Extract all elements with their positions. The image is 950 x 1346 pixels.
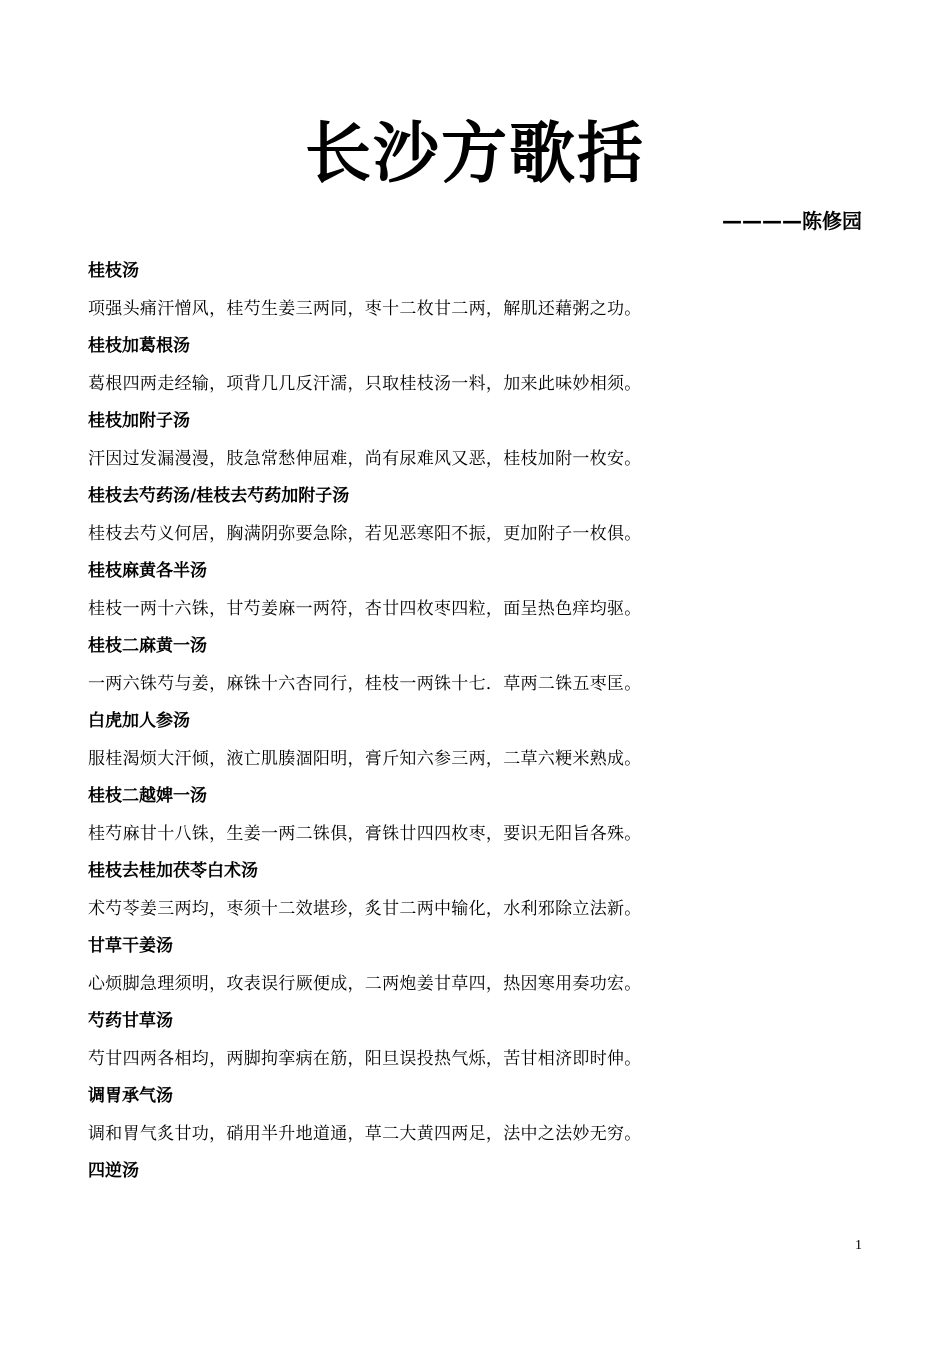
- formula-title: 调胃承气汤: [88, 1086, 173, 1106]
- formula-verse: 项强头痛汗憎风，桂芍生姜三两同，枣十二枚甘二两，解肌还藉粥之功。: [88, 299, 642, 319]
- formula-entry: [88, 628, 868, 703]
- formula-entry: [88, 853, 868, 928]
- formula-verse: 术芍苓姜三两均，枣须十二效堪珍，炙甘二两中输化，水利邪除立法新。: [88, 899, 642, 919]
- formula-verse: 汗因过发漏漫漫，肢急常愁伸屈难，尚有尿难风又恶，桂枝加附一枚安。: [88, 449, 642, 469]
- formula-title: 桂枝麻黄各半汤: [88, 561, 207, 581]
- formula-verse: 桂芍麻甘十八铢，生姜一两二铢俱，膏铢廿四四枚枣，要识无阳旨各殊。: [88, 824, 642, 844]
- formula-title: 桂枝去桂加茯苓白术汤: [88, 861, 258, 881]
- formula-entry: [88, 778, 868, 853]
- formula-verse: 调和胃气炙甘功，硝用半升地道通，草二大黄四两足，法中之法妙无穷。: [88, 1124, 642, 1144]
- formula-entry: [88, 328, 868, 403]
- formula-title: 甘草干姜汤: [88, 936, 173, 956]
- page-title: 长沙方歌括: [305, 115, 645, 193]
- formula-title: 桂枝加葛根汤: [88, 336, 190, 356]
- formula-title: 芍药甘草汤: [88, 1011, 173, 1031]
- page-number: 1: [855, 1238, 862, 1253]
- formula-verse: 芍甘四两各相均，两脚拘挛病在筋，阳旦误投热气烁，苦甘相济即时伸。: [88, 1049, 642, 1069]
- formula-title: 桂枝二越婢一汤: [88, 786, 207, 806]
- author-line: ————陈修园: [722, 209, 862, 233]
- formula-entry: [88, 403, 868, 478]
- formula-verse: 桂枝一两十六铢，甘芍姜麻一两符，杏廿四枚枣四粒，面呈热色痒均驱。: [88, 599, 642, 619]
- formula-entry: [88, 1078, 868, 1153]
- formula-verse: 服桂渴烦大汗倾，液亡肌腠涸阳明，膏斤知六参三两，二草六粳米熟成。: [88, 749, 642, 769]
- formula-entry: [88, 703, 868, 778]
- formula-title: 桂枝汤: [88, 261, 139, 281]
- formula-entry: [88, 553, 868, 628]
- formula-list: [88, 253, 868, 1190]
- formula-verse: 葛根四两走经输，项背几几反汗濡，只取桂枝汤一料，加来此味妙相须。: [88, 374, 642, 394]
- formula-entry: [88, 253, 868, 328]
- formula-entry: [88, 1153, 868, 1190]
- formula-entry: [88, 928, 868, 1003]
- formula-verse: 心烦脚急理须明，攻表误行厥便成，二两炮姜甘草四，热因寒用奏功宏。: [88, 974, 642, 994]
- formula-entry: [88, 1003, 868, 1078]
- formula-verse: 一两六铢芍与姜，麻铢十六杏同行，桂枝一两铢十七．草两二铢五枣匡。: [88, 674, 642, 694]
- formula-title: 白虎加人参汤: [88, 711, 190, 731]
- formula-title: 桂枝加附子汤: [88, 411, 190, 431]
- formula-title: 桂枝二麻黄一汤: [88, 636, 207, 656]
- formula-verse: 桂枝去芍义何居，胸满阴弥要急除，若见恶寒阳不振，更加附子一枚俱。: [88, 524, 642, 544]
- formula-entry: [88, 478, 868, 553]
- formula-title: 桂枝去芍药汤/桂枝去芍药加附子汤: [88, 486, 350, 506]
- formula-title: 四逆汤: [88, 1161, 139, 1181]
